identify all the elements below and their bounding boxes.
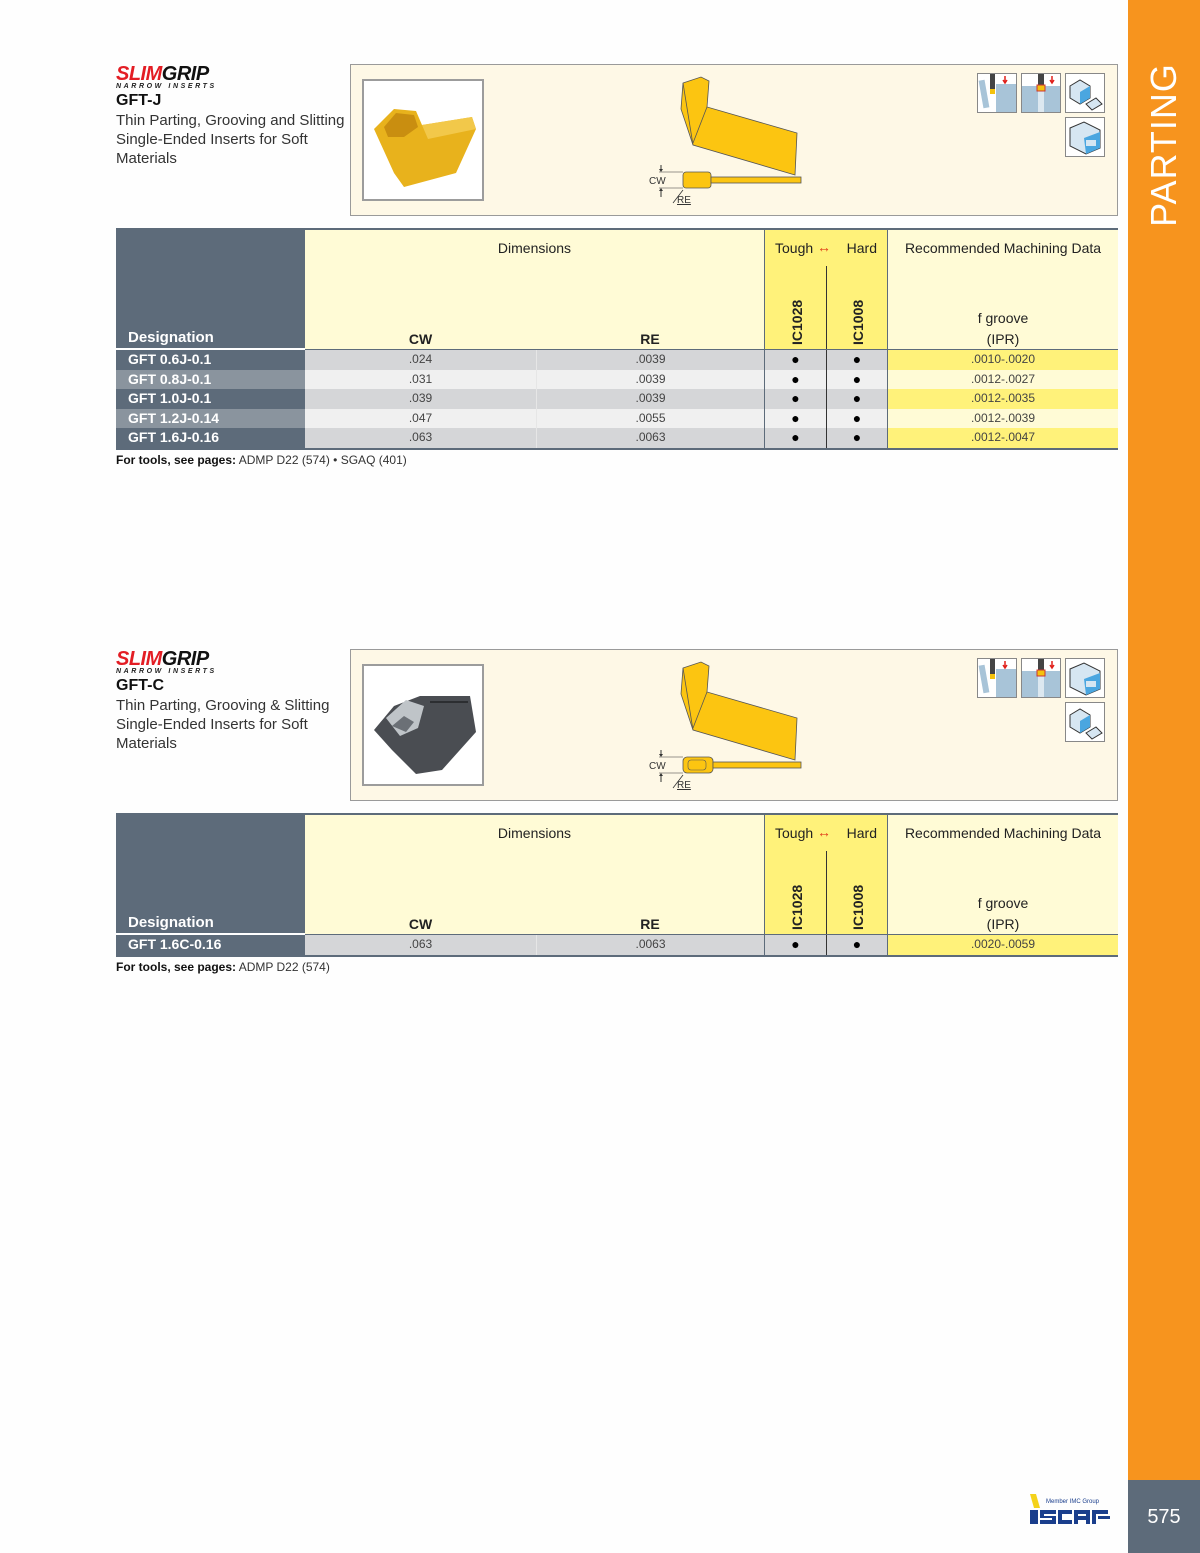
- product-description: Thin Parting, Grooving and Slitting Single-Ended Inserts for Soft Materials: [116, 112, 345, 167]
- header-recommended: Recommended Machining Data: [904, 240, 1102, 256]
- insert-photo-icon: [364, 666, 482, 784]
- table-row: [116, 370, 1118, 390]
- inserts-table: [116, 228, 1118, 450]
- insert-drawing: [643, 656, 813, 796]
- application-icons: [977, 658, 1109, 750]
- brand-sub: NARROW INSERTS: [116, 83, 217, 90]
- product-code: GFT-C: [116, 677, 164, 694]
- product-section-gft-j: [116, 64, 1118, 474]
- cell-f-groove: .0012-.0027: [888, 370, 1118, 390]
- iscar-logo: [1028, 1492, 1120, 1528]
- cw-label: CW: [649, 761, 666, 772]
- grooving-icon: [1021, 658, 1061, 698]
- cell-f-groove: .0012-.0047: [888, 428, 1118, 448]
- header-hard: Hard: [846, 240, 877, 256]
- header-tough: Tough: [775, 825, 814, 841]
- page-number: 575: [1147, 1506, 1181, 1528]
- cell-cw: .047: [305, 409, 536, 429]
- header-cw: CW: [408, 331, 433, 347]
- header-grade-ic1028: IC1028: [789, 299, 805, 345]
- header-dimensions: Dimensions: [497, 240, 572, 256]
- cell-cw: .024: [305, 350, 536, 370]
- cell-designation: GFT 0.6J-0.1: [116, 350, 305, 370]
- header-f-groove: f groove: [977, 895, 1029, 911]
- insert-photo: [362, 664, 484, 786]
- tools-reference-label: For tools, see pages:: [116, 453, 237, 467]
- cw-label: CW: [649, 176, 666, 187]
- cell-ic1008: ●: [826, 350, 888, 370]
- parting-icon: [977, 73, 1017, 113]
- header-re: RE: [640, 331, 660, 347]
- figure-box: [350, 649, 1118, 801]
- header-grade-ic1008: IC1008: [850, 884, 866, 930]
- cell-ic1008: ●: [826, 389, 888, 409]
- insert-photo: [362, 79, 484, 201]
- header-ipr: (IPR): [986, 331, 1020, 347]
- cell-ic1028: ●: [764, 409, 826, 429]
- material-cube-icon: [1065, 73, 1105, 113]
- header-f-groove: f groove: [977, 310, 1029, 326]
- cell-designation: GFT 1.0J-0.1: [116, 389, 305, 409]
- header-designation: Designation: [128, 914, 214, 931]
- brand-grip: GRIP: [161, 648, 209, 670]
- header-cw: CW: [408, 916, 433, 932]
- inserts-table: [116, 813, 1118, 957]
- workpiece-slot-icon: [1065, 117, 1105, 157]
- material-cube-icon: [1065, 702, 1105, 742]
- cell-ic1028: ●: [764, 350, 826, 370]
- header-re: RE: [640, 916, 660, 932]
- header-recommended: Recommended Machining Data: [904, 825, 1102, 841]
- slimgrip-brand: [116, 64, 217, 90]
- tools-reference-pages[interactable]: ADMP D22 (574) • SGAQ (401): [238, 453, 407, 467]
- cell-ic1028: ●: [764, 389, 826, 409]
- application-icons: [977, 73, 1109, 165]
- grooving-icon: [1021, 73, 1061, 113]
- cell-designation: GFT 1.6J-0.16: [116, 428, 305, 448]
- table-row: [116, 350, 1118, 370]
- cell-re: .0055: [536, 409, 764, 429]
- cell-cw: .031: [305, 370, 536, 390]
- cell-re: .0063: [536, 428, 764, 448]
- insert-drawing-icon: [643, 71, 813, 211]
- cell-re: .0039: [536, 389, 764, 409]
- cell-f-groove: .0012-.0039: [888, 409, 1118, 429]
- cell-ic1028: ●: [764, 935, 826, 955]
- figure-box: [350, 64, 1118, 216]
- logo-tagline: Member IMC Group: [1046, 1499, 1100, 1505]
- table-header: [116, 230, 1118, 350]
- cell-ic1008: ●: [826, 409, 888, 429]
- brand-slim: SLIM: [116, 63, 162, 85]
- cell-designation: GFT 0.8J-0.1: [116, 370, 305, 390]
- cell-f-groove: .0020-.0059: [888, 935, 1118, 955]
- product-description: Thin Parting, Grooving & Slitting Single-Ended Inserts for Soft Materials: [116, 697, 330, 752]
- insert-drawing: [643, 71, 813, 211]
- slimgrip-brand: [116, 649, 217, 675]
- cell-re: .0039: [536, 370, 764, 390]
- tools-reference-pages[interactable]: ADMP D22 (574): [238, 960, 330, 974]
- table-row: [116, 389, 1118, 409]
- page-number-box: [1128, 1480, 1200, 1553]
- cell-cw: .063: [305, 935, 536, 955]
- header-tough: Tough: [775, 240, 814, 256]
- cell-f-groove: .0010-.0020: [888, 350, 1118, 370]
- tools-reference-label: For tools, see pages:: [116, 960, 237, 974]
- header-hard: Hard: [846, 825, 877, 841]
- table-row: [116, 935, 1118, 955]
- iscar-logo-icon: [1028, 1492, 1120, 1528]
- cell-re: .0063: [536, 935, 764, 955]
- double-arrow-icon: ↔: [817, 239, 831, 255]
- re-label: RE: [677, 780, 691, 791]
- cell-cw: .039: [305, 389, 536, 409]
- double-arrow-icon: ↔: [817, 824, 831, 840]
- product-section-gft-c: [116, 649, 1118, 979]
- table-row: [116, 409, 1118, 429]
- header-ipr: (IPR): [986, 916, 1020, 932]
- re-label: RE: [677, 195, 691, 206]
- header-designation: Designation: [128, 329, 214, 346]
- header-grade-ic1008: IC1008: [850, 299, 866, 345]
- tools-reference: [116, 453, 407, 467]
- table-header: [116, 815, 1118, 935]
- cell-ic1008: ●: [826, 428, 888, 448]
- cell-re: .0039: [536, 350, 764, 370]
- section-tab: [1128, 0, 1200, 1480]
- cell-cw: .063: [305, 428, 536, 448]
- parting-icon: [977, 658, 1017, 698]
- brand-sub: NARROW INSERTS: [116, 668, 217, 675]
- workpiece-slot-icon: [1065, 658, 1105, 698]
- cell-designation: GFT 1.6C-0.16: [116, 935, 305, 955]
- insert-photo-icon: [364, 81, 482, 199]
- header-grade-ic1028: IC1028: [789, 884, 805, 930]
- cell-f-groove: .0012-.0035: [888, 389, 1118, 409]
- brand-slim: SLIM: [116, 648, 162, 670]
- brand-grip: GRIP: [161, 63, 209, 85]
- cell-designation: GFT 1.2J-0.14: [116, 409, 305, 429]
- cell-ic1028: ●: [764, 370, 826, 390]
- header-dimensions: Dimensions: [497, 825, 572, 841]
- cell-ic1008: ●: [826, 935, 888, 955]
- tools-reference: [116, 960, 330, 974]
- section-tab-label: PARTING: [1143, 63, 1184, 227]
- cell-ic1008: ●: [826, 370, 888, 390]
- table-row: [116, 428, 1118, 448]
- cell-ic1028: ●: [764, 428, 826, 448]
- product-code: GFT-J: [116, 92, 162, 109]
- insert-drawing-icon: [643, 656, 813, 796]
